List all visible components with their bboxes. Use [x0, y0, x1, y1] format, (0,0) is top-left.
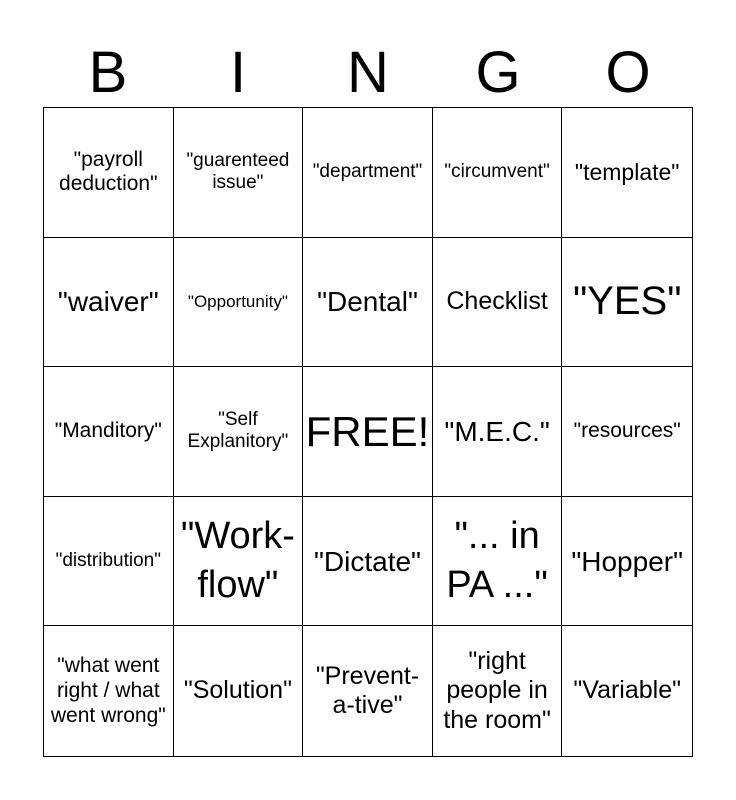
bingo-cell[interactable]: "... in PA ..."	[433, 497, 563, 627]
bingo-card-grid	[43, 107, 693, 757]
header-letter-n: N	[347, 40, 389, 105]
bingo-cell[interactable]: "Solution"	[174, 626, 304, 756]
bingo-cell[interactable]: "payroll deduction"	[44, 108, 174, 238]
bingo-cell[interactable]: "department"	[303, 108, 433, 238]
bingo-cell[interactable]: "Opportunity"	[174, 238, 304, 368]
bingo-cell[interactable]: "template"	[562, 108, 692, 238]
bingo-cell[interactable]: "what went right / what went wrong"	[44, 626, 174, 756]
bingo-cell[interactable]: "Self Explanitory"	[174, 367, 304, 497]
bingo-cell[interactable]: "Variable"	[573, 676, 681, 705]
bingo-cell[interactable]: "YES"	[562, 238, 692, 368]
header-letter-g: G	[475, 40, 521, 105]
bingo-header	[43, 40, 693, 106]
header-letter-i: I	[229, 40, 247, 105]
bingo-cell[interactable]: "circumvent"	[433, 108, 563, 238]
bingo-cell[interactable]: "resources"	[562, 367, 692, 497]
bingo-cell[interactable]: "right people in the room"	[433, 626, 563, 756]
bingo-cell[interactable]: "Work-flow"	[174, 497, 304, 627]
header-letter-o: O	[605, 40, 651, 105]
bingo-cell[interactable]: "M.E.C."	[433, 367, 563, 497]
bingo-cell[interactable]: "Prevent-a-tive"	[303, 626, 433, 756]
bingo-cell[interactable]: "Dental"	[303, 238, 433, 368]
bingo-cell[interactable]: "waiver"	[44, 238, 174, 368]
bingo-cell[interactable]: "Manditory"	[44, 367, 174, 497]
bingo-cell[interactable]: "Dictate"	[303, 497, 433, 627]
bingo-cell-free[interactable]: FREE!	[303, 367, 433, 497]
bingo-cell[interactable]: "distribution"	[44, 497, 174, 627]
bingo-cell[interactable]: "Hopper"	[562, 497, 692, 627]
bingo-cell[interactable]: "guarenteed issue"	[174, 108, 304, 238]
header-letter-b: B	[88, 40, 128, 105]
bingo-cell[interactable]: Checklist	[433, 238, 563, 368]
